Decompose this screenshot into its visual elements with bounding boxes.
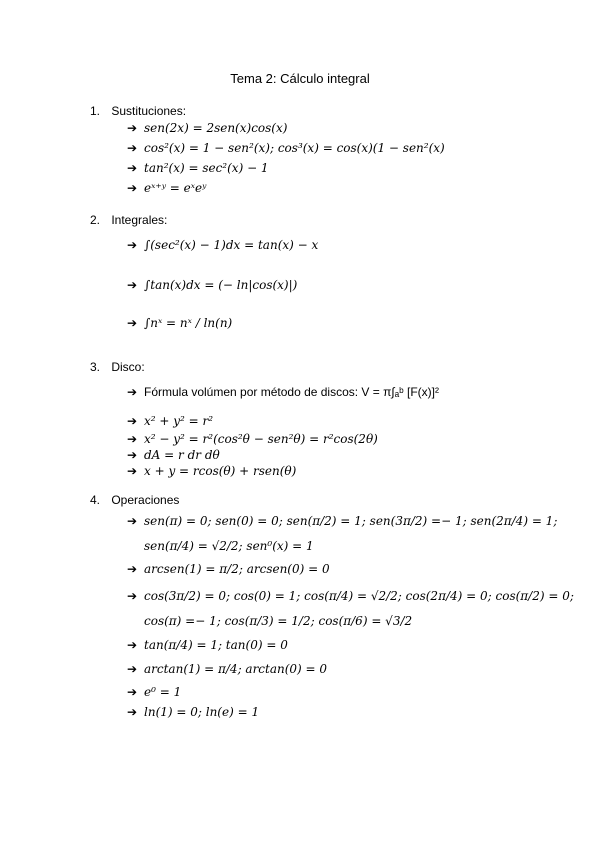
formula-text: dA = r dr dθ <box>144 448 220 462</box>
formula-line <box>127 385 439 399</box>
formula-line <box>127 448 220 462</box>
formula-line <box>127 278 297 292</box>
formula-text: ∫(sec²(x) − 1)dx = tan(x) − x <box>144 238 319 252</box>
section-heading-disco <box>90 360 145 374</box>
formula-text: x² − y² = r²(cos²θ − sen²θ) = r²cos(2θ) <box>144 432 378 446</box>
formula-text: arcsen(1) = π/2; arcsen(0) = 0 <box>144 562 330 576</box>
arrow-icon: ➔ <box>127 316 138 330</box>
formula-line <box>127 121 287 135</box>
formula-text: ∫tan(x)dx = (− ln|cos(x)|) <box>144 278 298 292</box>
section-heading: Integrales: <box>111 213 168 227</box>
formula-text: ∫nˣ = nˣ / ln(n) <box>144 316 233 330</box>
section-heading: Operaciones <box>111 493 180 507</box>
formula-line <box>127 685 181 699</box>
arrow-icon: ➔ <box>127 589 138 603</box>
arrow-icon: ➔ <box>127 448 138 462</box>
formula-text: eˣ⁺ʸ = eˣeʸ <box>144 181 207 195</box>
formula-line <box>127 514 557 528</box>
formula-line <box>127 181 206 195</box>
section-heading-integrales <box>90 213 167 227</box>
arrow-icon: ➔ <box>127 141 138 155</box>
formula-text: cos²(x) = 1 − sen²(x); cos³(x) = cos(x)(1 − sen²(x) <box>144 141 445 155</box>
section-number: 1. <box>90 104 101 118</box>
formula-text: ln(1) = 0; ln(e) = 1 <box>144 705 260 719</box>
section-heading-operaciones <box>90 493 179 507</box>
arrow-icon: ➔ <box>127 464 138 478</box>
formula-text: e⁰ = 1 <box>144 685 182 699</box>
page-title: Tema 2: Cálculo integral <box>230 71 370 86</box>
formula-line <box>127 562 330 576</box>
formula-line <box>127 316 232 330</box>
arrow-icon: ➔ <box>127 638 138 652</box>
formula-line <box>127 161 269 175</box>
formula-text: sen(2x) = 2sen(x)cos(x) <box>144 121 288 135</box>
formula-text: arctan(1) = π/4; arctan(0) = 0 <box>144 662 328 676</box>
arrow-icon: ➔ <box>127 685 138 699</box>
arrow-icon: ➔ <box>127 278 138 292</box>
formula-continuation: sen(π/4) = √2/2; sen⁰(x) = 1 <box>144 539 314 553</box>
arrow-icon: ➔ <box>127 385 138 399</box>
section-heading: Disco: <box>111 360 145 374</box>
formula-line <box>127 662 327 676</box>
formula-line <box>127 414 213 428</box>
formula-line <box>127 705 259 719</box>
formula-line <box>127 638 288 652</box>
arrow-icon: ➔ <box>127 514 138 528</box>
arrow-icon: ➔ <box>127 181 138 195</box>
section-number: 4. <box>90 493 101 507</box>
arrow-icon: ➔ <box>127 161 138 175</box>
section-number: 3. <box>90 360 101 374</box>
arrow-icon: ➔ <box>127 705 138 719</box>
arrow-icon: ➔ <box>127 414 138 428</box>
formula-line <box>127 141 445 155</box>
formula-text: x + y = rcos(θ) + rsen(θ) <box>144 464 297 478</box>
formula-continuation: cos(π) =− 1; cos(π/3) = 1/2; cos(π/6) = √3/2 <box>144 614 413 628</box>
section-heading: Sustituciones: <box>111 104 187 118</box>
arrow-icon: ➔ <box>127 662 138 676</box>
formula-text: cos(3π/2) = 0; cos(0) = 1; cos(π/4) = √2/2; cos(2π/4) = 0; cos(π/2) = 0; <box>144 589 574 603</box>
formula-line <box>127 432 378 446</box>
arrow-icon: ➔ <box>127 432 138 446</box>
formula-line <box>127 589 574 603</box>
formula-line <box>127 464 296 478</box>
arrow-icon: ➔ <box>127 121 138 135</box>
formula-text: x² + y² = r² <box>144 414 214 428</box>
formula-line <box>127 238 318 252</box>
section-number: 2. <box>90 213 101 227</box>
section-heading-sustituciones <box>90 104 186 118</box>
formula-text: Fórmula volúmen por método de discos: V = π∫ₐᵇ [F(x)]² <box>144 385 439 399</box>
formula-text: sen(π) = 0; sen(0) = 0; sen(π/2) = 1; sen(3π/2) =− 1; sen(2π/4) = 1; <box>144 514 558 528</box>
arrow-icon: ➔ <box>127 238 138 252</box>
formula-text: tan(π/4) = 1; tan(0) = 0 <box>144 638 288 652</box>
arrow-icon: ➔ <box>127 562 138 576</box>
formula-text: tan²(x) = sec²(x) − 1 <box>144 161 269 175</box>
